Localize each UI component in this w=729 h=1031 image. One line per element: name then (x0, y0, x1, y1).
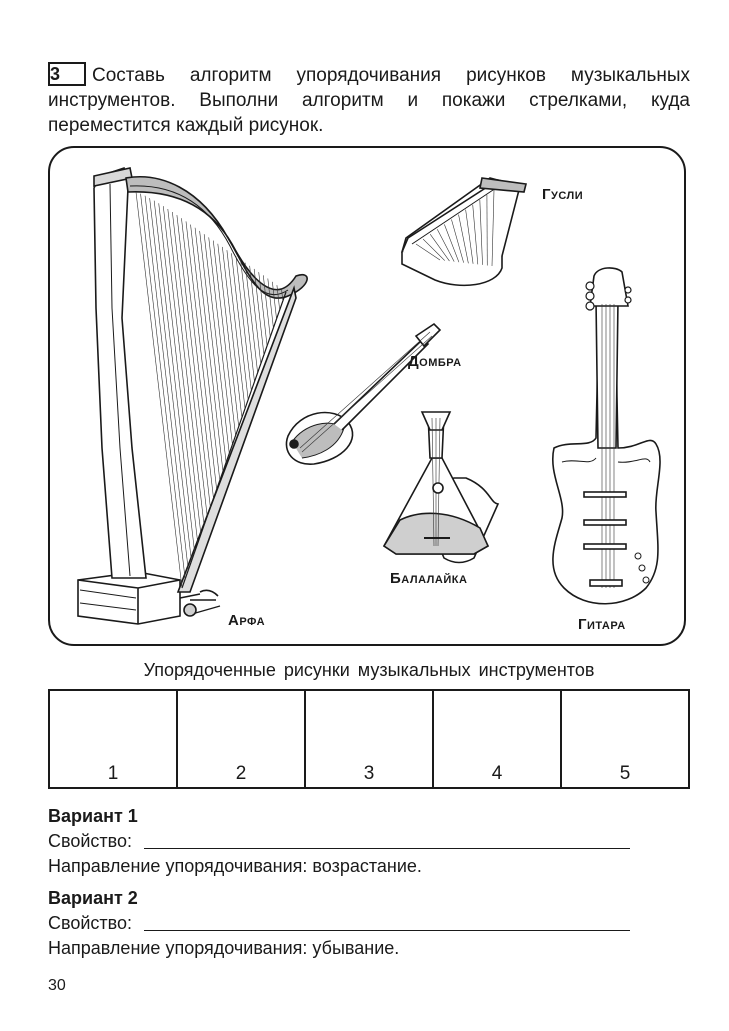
task-line-3: переместится каждый рисунок. (48, 115, 324, 136)
label-balalaika: Балалайка (390, 570, 468, 587)
label-gusli: Гусли (542, 186, 584, 203)
slot-number: 4 (491, 763, 503, 784)
guitar-illustration (553, 268, 660, 604)
page-number: 30 (48, 977, 66, 994)
slot-number: 2 (235, 763, 247, 784)
task-line-1-text: Составь алгоритм упорядочивания рисунков музыкальных (92, 65, 690, 86)
ordered-slots (48, 689, 690, 789)
ordered-slot-3[interactable] (306, 691, 434, 787)
task-number-box: 3 (48, 62, 86, 86)
label-harp: Арфа (228, 612, 266, 629)
slot-number: 1 (107, 763, 119, 784)
variant-1 (48, 804, 690, 879)
label-guitar: Гитара (578, 616, 626, 633)
ordered-slot-4[interactable] (434, 691, 562, 787)
variant-1-title: Вариант 1 (48, 806, 138, 826)
variant-1-property-row (48, 829, 690, 854)
variant-2-property-row (48, 911, 690, 936)
slot-number: 5 (619, 763, 631, 784)
ordered-title: Упорядоченные рисунки музыкальных инструментов (143, 660, 595, 680)
gusli-illustration (402, 178, 526, 285)
variant-1-property-answer-line[interactable] (144, 830, 630, 849)
instruments-illustration (50, 148, 688, 648)
ordered-slot-1[interactable] (50, 691, 178, 787)
dombra-illustration (286, 324, 440, 464)
balalaika-illustration (384, 412, 498, 563)
label-dombra: Домбра (408, 353, 462, 370)
variant-1-direction: Направление упорядочивания: возрастание. (48, 856, 422, 876)
variant-2-property-answer-line[interactable] (144, 912, 630, 931)
variant-1-property-label: Свойство: (48, 831, 133, 851)
ordered-slot-5[interactable] (562, 691, 688, 787)
variant-2-title: Вариант 2 (48, 888, 138, 908)
variant-2 (48, 886, 690, 961)
harp-illustration (78, 168, 307, 624)
variant-2-direction: Направление упорядочивания: убывание. (48, 938, 400, 958)
slot-number: 3 (363, 763, 375, 784)
task-line-2: инструментов. Выполни алгоритм и покажи стрелками, куда (48, 90, 690, 111)
ordered-slot-2[interactable] (178, 691, 306, 787)
task-line-1 (48, 62, 690, 88)
instruments-panel (48, 146, 686, 646)
variant-2-property-label: Свойство: (48, 913, 133, 933)
task-text (48, 62, 690, 138)
